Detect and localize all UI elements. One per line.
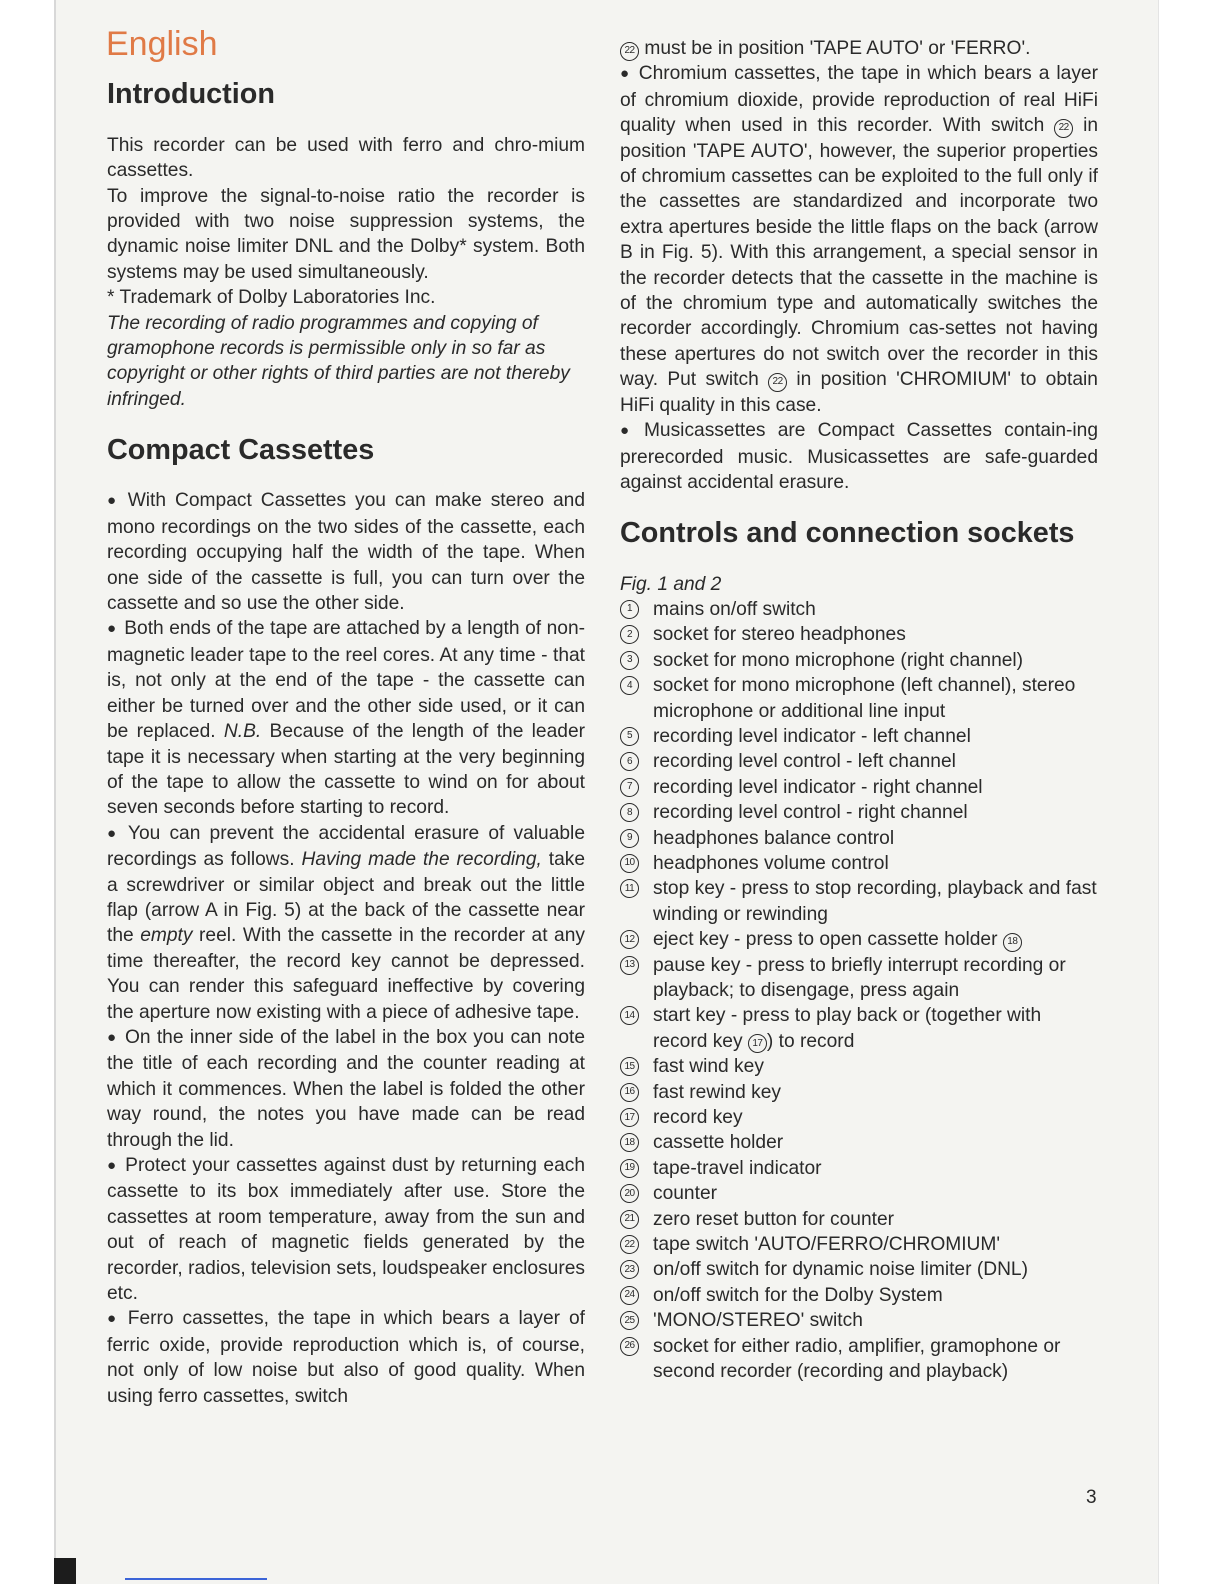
control-number-marker: 22 [620,1235,639,1254]
control-description: recording level control - left channel [653,751,956,773]
control-description: stop key - press to stop recording, playback and fast winding or rewinding [653,878,1097,925]
control-item [620,876,1098,927]
page-number: 3 [1086,1487,1097,1508]
copyright-note: The recording of radio programmes and copying of gramophone records is permissible only in so far as copyright or other rights of third parties are not thereby infringed. [107,312,570,410]
left-column [107,24,585,1409]
cross-reference-marker: 17 [748,1034,767,1053]
control-description: socket for stereo headphones [653,624,906,646]
scan-left-margin [0,0,56,1584]
control-description: zero reset button for counter [653,1208,895,1230]
ref-marker-22: 22 [620,42,639,61]
ref-marker-22: 22 [768,373,787,392]
figure-reference: Fig. 1 and 2 [620,573,722,595]
control-description: socket for mono microphone (right channel) [653,649,1024,671]
control-number-marker: 12 [620,930,639,949]
control-description: recording level control - right channel [653,802,968,824]
control-description: tape switch 'AUTO/FERRO/CHROMIUM' [653,1234,1001,1256]
control-item [620,1130,1098,1155]
control-number-marker: 8 [620,803,639,822]
control-description: cassette holder [653,1132,784,1154]
control-description: headphones volume control [653,852,889,874]
control-description: fast rewind key [653,1081,781,1103]
controls-heading: Controls and connection sockets [620,516,1075,549]
intro-paragraph-2: To improve the signal-to-noise ratio the recorder is provided with two noise suppression systems, the dynamic noise limiter DNL and the Dolby* system. Both systems may be used simultaneously. [107,185,585,283]
control-item [620,1232,1098,1257]
cassette-bullet-8: ● Musicassettes are Compact Cassettes contain-ing prerecorded music. Musicassettes are safe-guarded against accidental erasure. [620,418,1098,495]
control-item [620,851,1098,876]
control-number-marker: 1 [620,600,639,619]
scan-blue-line [125,1578,267,1580]
introduction-heading: Introduction [107,78,275,110]
control-description: on/off switch for dynamic noise limiter (DNL) [653,1259,1028,1281]
scan-corner-mark [54,1558,76,1584]
control-item [620,800,1098,825]
control-number-marker: 19 [620,1159,639,1178]
trademark-note: * Trademark of Dolby Laboratories Inc. [107,287,436,309]
ref-marker-22: 22 [1054,119,1073,138]
control-description: on/off switch for the Dolby System [653,1284,943,1306]
control-number-marker: 21 [620,1210,639,1229]
control-item [620,724,1098,749]
control-description: record key [653,1107,743,1129]
control-number-marker: 24 [620,1286,639,1305]
control-number-marker: 5 [620,727,639,746]
control-item [620,953,1098,1004]
control-item [620,673,1098,724]
control-description: start key - press to play back or (together with record key [653,1005,1042,1052]
control-description: recording level indicator - right channel [653,776,983,798]
control-item [620,775,1098,800]
control-item [620,1283,1098,1308]
cassette-bullet-2: ● Both ends of the tape are attached by a length of non-magnetic leader tape to the reel cores. At any time - that is, not only at the end of the tape - the cassette can either be turned over and the other side used, or it can be replaced. N.B. Because of the length of the leader tape it is necessary when starting at the very beginning of the tape to allow the cassette to wind on for about seven seconds before starting to record. [107,616,585,820]
cassette-bullet-3: ● You can prevent the accidental erasure of valuable recordings as follows. Having made the recording, take a screwdriver or similar object and break out the little flap (arrow A in Fig. 5) at the back of the cassette near the empty reel. With the cassette in the recorder at any time thereafter, the record key cannot be depressed. You can render this safeguard ineffective by covering the aperture now existing with a piece of adhesive tape. [107,821,585,1025]
control-item [620,1156,1098,1181]
control-number-marker: 23 [620,1260,639,1279]
control-number-marker: 17 [620,1108,639,1127]
control-item [620,1257,1098,1282]
controls-list [620,597,1098,1385]
cross-reference-marker: 18 [1003,933,1022,952]
control-number-marker: 14 [620,1006,639,1025]
control-item [620,1003,1098,1054]
right-column [620,36,1098,1385]
scan-right-margin [1158,0,1224,1584]
control-number-marker: 20 [620,1184,639,1203]
control-number-marker: 3 [620,651,639,670]
control-description: tape-travel indicator [653,1157,822,1179]
control-item [620,1105,1098,1130]
control-item [620,1054,1098,1079]
cassette-bullet-7: ● Chromium cassettes, the tape in which bears a layer of chromium dioxide, provide reproduction of real HiFi quality when used in this recorder. With switch 22 in position 'TAPE AUTO', however, the superior properties of chromium cassettes can be exploited to the full only if the cassettes are standardized and incorporate two extra apertures beside the little flaps on the back (arrow B in Fig. 5). With this arrangement, a special sensor in the recorder detects that the cassette in the machine is of the chromium type and automatically switches the recorder accordingly. Chromium cas-settes not having these apertures do not switch over the recorder in this way. Put switch 22 in position 'CHROMIUM' to obtain HiFi quality in this case. [620,61,1098,418]
control-item [620,597,1098,622]
control-number-marker: 10 [620,854,639,873]
control-description-suffix: ) to record [766,1030,855,1052]
language-title: English [106,25,218,63]
control-number-marker: 13 [620,956,639,975]
cassette-bullet-6-start: ● Ferro cassettes, the tape in which bears a layer of ferric oxide, provide reproduction which is, of course, not only of low noise but also of good quality. When using ferro cassettes, switch [107,1306,585,1409]
control-number-marker: 11 [620,879,639,898]
control-item [620,1308,1098,1333]
cassette-bullet-5: ● Protect your cassettes against dust by returning each cassette to its box immediately after use. Store the cassettes at room temperature, away from the sun and out of reach of magnetic fields generated by the recorder, radios, television sets, loudspeaker enclosures etc. [107,1153,585,1306]
control-item [620,1334,1098,1385]
cassette-bullet-4: ● On the inner side of the label in the box you can note the title of each recording and the counter reading at which it commences. When the label is folded the other way round, the notes you have made can be read through the lid. [107,1025,585,1153]
control-item [620,927,1098,952]
control-description: 'MONO/STEREO' switch [653,1310,863,1332]
control-number-marker: 2 [620,625,639,644]
cassette-bullet-6-end: 22 must be in position 'TAPE AUTO' or 'FERRO'. [620,36,1098,61]
intro-paragraph-1: This recorder can be used with ferro and chro-mium cassettes. [107,134,585,182]
control-description: eject key - press to open cassette holder [653,929,998,951]
control-description: socket for either radio, amplifier, gramophone or second recorder (recording and playback) [653,1335,1061,1383]
cassette-bullet-1: ● With Compact Cassettes you can make stereo and mono recordings on the two sides of the cassette, each recording occupying half the width of the tape. When one side of the cassette is full, you can turn over the cassette and so use the other side. [107,488,585,616]
control-description: mains on/off switch [653,598,816,620]
control-item [620,1207,1098,1232]
control-number-marker: 18 [620,1133,639,1152]
control-number-marker: 6 [620,752,639,771]
control-item [620,1080,1098,1105]
control-description: recording level indicator - left channel [653,725,971,747]
control-item [620,749,1098,774]
control-number-marker: 26 [620,1337,639,1356]
control-number-marker: 15 [620,1057,639,1076]
control-description: fast wind key [653,1056,764,1078]
control-item [620,1181,1098,1206]
control-description: socket for mono microphone (left channel), stereo microphone or additional line input [653,675,1076,722]
control-description: headphones balance control [653,827,895,849]
control-number-marker: 25 [620,1311,639,1330]
control-number-marker: 16 [620,1083,639,1102]
control-item [620,648,1098,673]
control-description: pause key - press to briefly interrupt recording or playback; to disengage, press again [653,954,1066,1001]
control-item [620,826,1098,851]
control-number-marker: 7 [620,778,639,797]
control-item [620,622,1098,647]
control-number-marker: 9 [620,829,639,848]
compact-cassettes-heading: Compact Cassettes [107,433,375,466]
control-description: counter [653,1183,717,1205]
control-number-marker: 4 [620,676,639,695]
